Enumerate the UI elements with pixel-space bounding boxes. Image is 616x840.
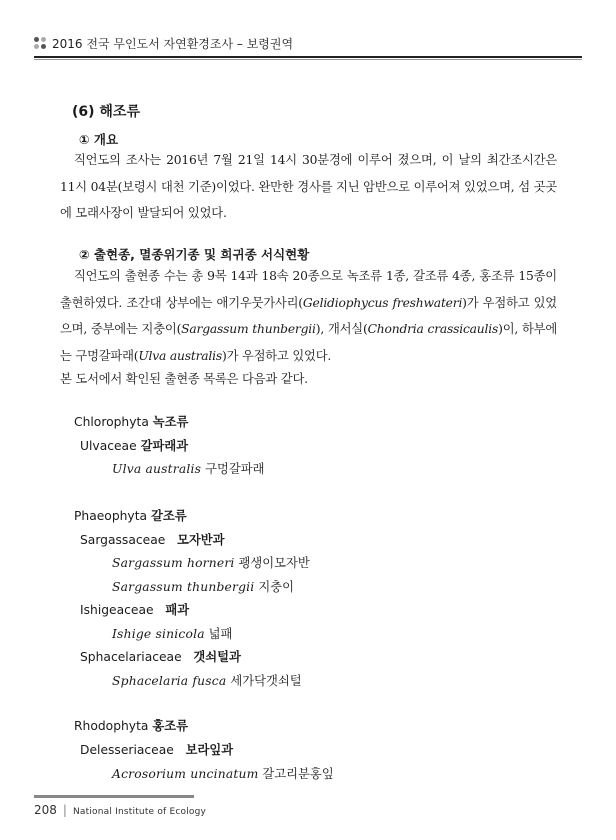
phylum-chlorophyta: Chlorophyta 녹조류	[74, 415, 189, 429]
species-paragraph: 직언도의 출현종 수는 총 9목 14과 18속 20종으로 녹조류 1종, 갈조류 4종, 홍조류 15종이 출현하였다. 조간대 상부에는 애기우뭇가사리(Gelidiophycus freshwateri)가 우점하고 있었으며, 중부에는 지충이(Sargassum thunbergii), 개서실(Chondria crassicaulis)이, 하부에는 구멍갈파래(Ulva australis)가 우점하고 있었다.	[60, 269, 558, 363]
species-acrosorium-uncinatum: Acrosorium uncinatum 갈고리분홍잎	[112, 767, 334, 781]
subsection-overview-title: ① 개요	[79, 132, 119, 147]
species-sphacelaria-fusca: Sphacelaria fusca 세가닥갯쇠털	[112, 674, 302, 688]
family-sargassaceae: Sargassaceae 모자반과	[80, 533, 225, 547]
family-sphacelariaceae: Sphacelariaceae 갯쇠털과	[80, 650, 241, 664]
footer-institute: National Institute of Ecology	[72, 807, 207, 817]
header-rule	[34, 56, 582, 58]
species-sargassum-horneri: Sargassum horneri 괭생이모자반	[112, 556, 310, 570]
header-dots-icon	[34, 37, 48, 49]
phylum-phaeophyta: Phaeophyta 갈조류	[74, 509, 187, 523]
list-intro: 본 도서에서 확인된 출현종 목록은 다음과 같다.	[60, 372, 308, 386]
species-ishige-sinicola: Ishige sinicola 넓패	[112, 627, 233, 641]
running-header	[34, 33, 582, 53]
subsection-species-title: ② 출현종, 멸종위기종 및 희귀종 서식현황	[79, 247, 310, 262]
family-delesseriaceae: Delesseriaceae 보라잎과	[80, 743, 234, 757]
phylum-rhodophyta: Rhodophyta 홍조류	[74, 719, 188, 733]
family-ishigeaceae: Ishigeaceae 패과	[80, 603, 190, 617]
section-title: (6) 해조류	[72, 104, 140, 120]
family-ulvaceae: Ulvaceae 갈파래과	[80, 439, 189, 453]
overview-paragraph: 직언도의 조사는 2016년 7월 21일 14시 30분경에 이루어 졌으며, 이 날의 최간조시간은 11시 04분(보령시 대천 기준)이었다. 완만한 경사를 지닌 암반으로 이루어져 있었으며, 섬 곳곳에 모래사장이 발달되어 있었다.	[60, 153, 557, 220]
page-number: 208	[34, 803, 57, 817]
species-sargassum-thunbergii: Sargassum thunbergii 지충이	[112, 580, 294, 594]
page-footer: 208 | National Institute of Ecology	[34, 803, 207, 817]
species-ulva-australis: Ulva australis 구멍갈파래	[112, 462, 265, 476]
header-title: 2016 전국 무인도서 자연환경조사 – 보령권역	[52, 36, 294, 51]
footer-rule	[34, 795, 194, 798]
header-rule-thin	[34, 59, 582, 60]
